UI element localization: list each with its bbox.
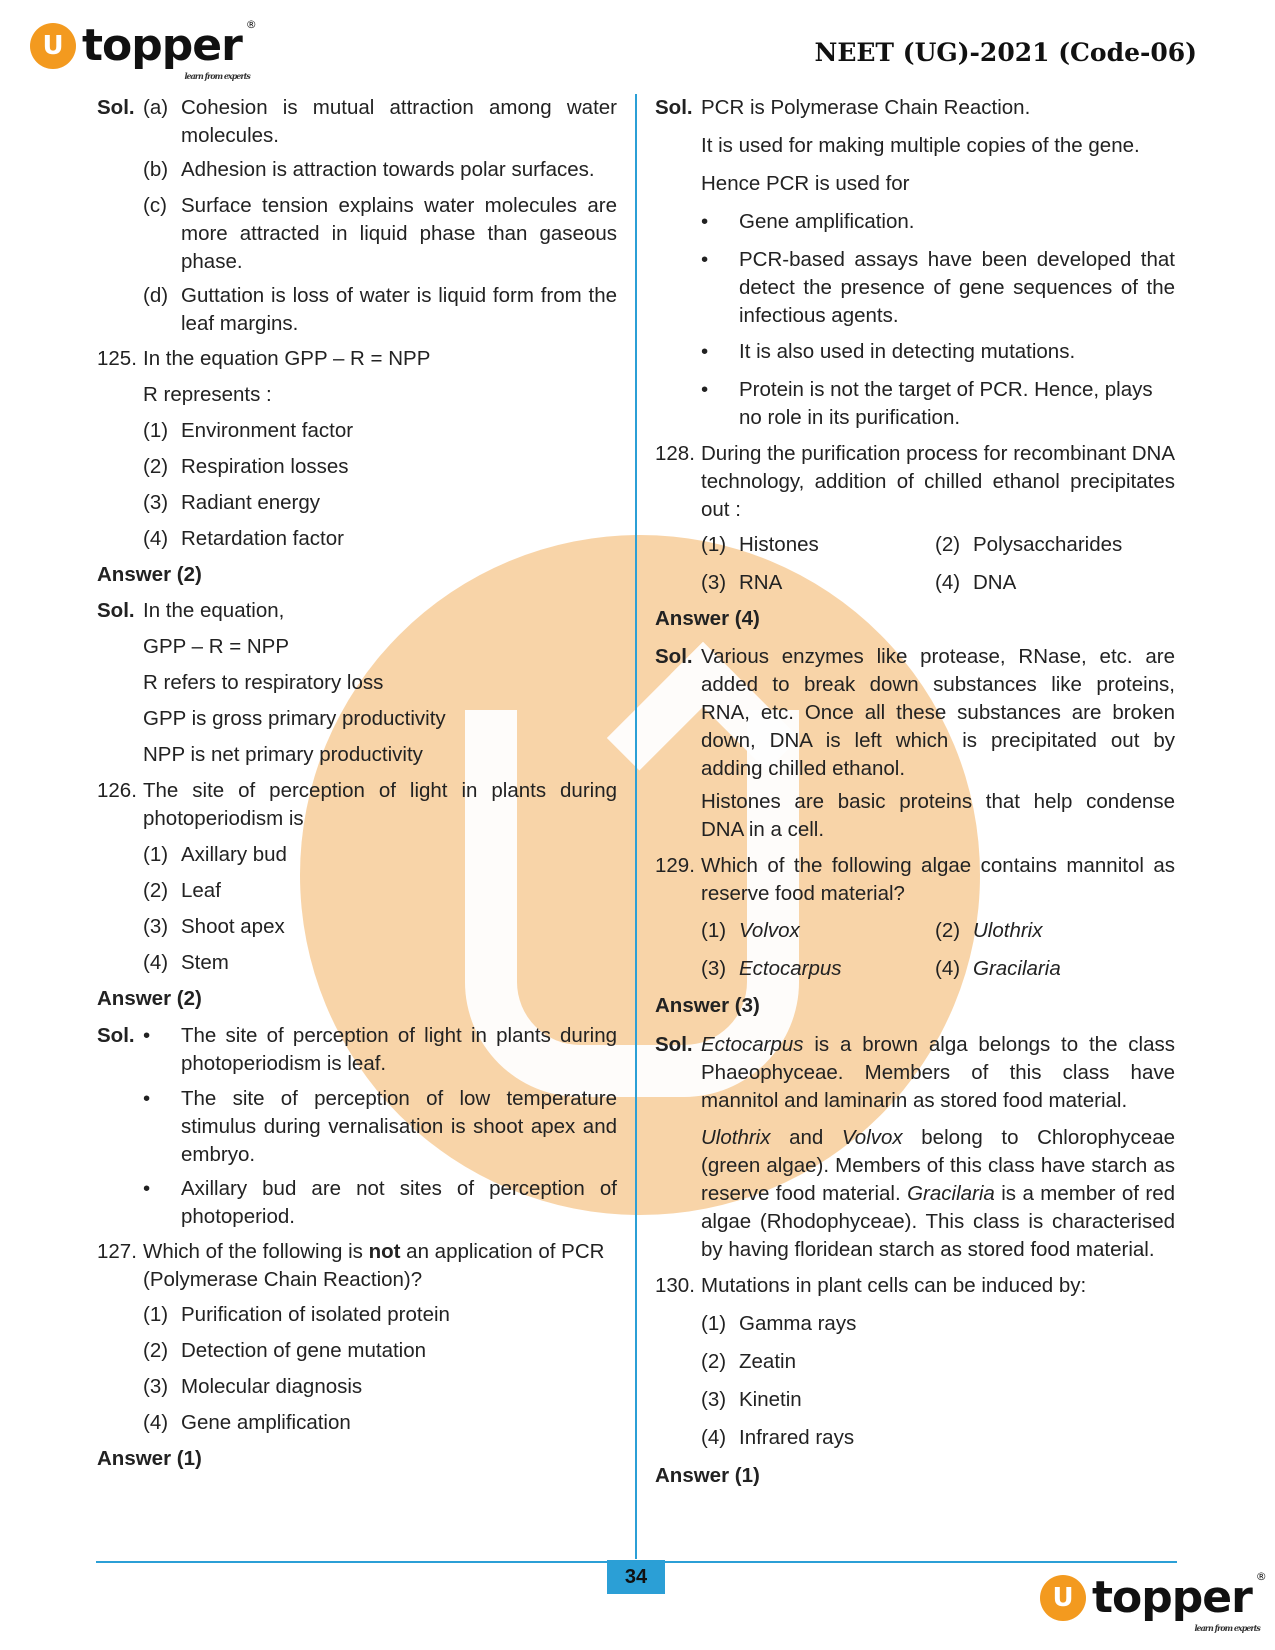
option-text: Volvox	[739, 919, 800, 942]
sol-124-a	[97, 94, 617, 150]
question-number: 127.	[97, 1240, 137, 1263]
solution-128	[655, 643, 1175, 783]
topper-logo-footer	[1040, 1570, 1266, 1633]
sol-text: In the equation,	[143, 599, 285, 622]
sol-text: Various enzymes like protease, RNase, etc. are added to break down substances like proteins, RNA, etc. Once all these substances are broken down, DNA is left which is precipitated out by adding chilled ethanol.	[701, 645, 1175, 780]
question-text: an application of PCR (Polymerase Chain Reaction)?	[143, 1240, 605, 1291]
option-num: (2)	[935, 919, 961, 942]
option	[97, 913, 617, 941]
species-name: Ectocarpus	[701, 1033, 804, 1056]
option	[655, 1424, 1175, 1452]
question-emphasis: not	[368, 1240, 401, 1263]
sol-text: and	[770, 1126, 842, 1149]
sol-bullet-text: Axillary bud are not sites of perception of photoperiod.	[181, 1177, 617, 1228]
sol-124-d	[97, 282, 617, 338]
solution-126-bullet	[97, 1085, 617, 1169]
sol-line: GPP – R = NPP	[143, 635, 290, 658]
question-text: The site of perception of light in plants during photoperiodism is	[143, 779, 617, 830]
option-text: Purification of isolated protein	[181, 1303, 450, 1326]
sol-item-num: (c)	[143, 194, 167, 217]
sol-item-num: (a)	[143, 96, 169, 119]
option-num: (4)	[935, 957, 961, 980]
option-num: (2)	[143, 1339, 169, 1362]
option-num: (2)	[935, 533, 961, 556]
question-number: 128.	[655, 442, 695, 465]
option-text: Zeatin	[739, 1350, 796, 1373]
sol-bullet-text: The site of perception of light in plants during photoperiodism is leaf.	[181, 1024, 617, 1075]
sol-text: is a member of red algae (Rhodophyceae). This class is characterised by having floridean starch as stored food material.	[701, 1182, 1176, 1261]
sol-text: belong to Chlorophyceae (green algae). Members of this class have starch as reserve food material.	[701, 1126, 1175, 1205]
sol-item-text: Adhesion is attraction towards polar surfaces.	[181, 158, 595, 181]
sol-item-text: Surface tension explains water molecules are more attracted in liquid phase than gaseous phase.	[181, 194, 617, 273]
sol-label: Sol.	[97, 96, 135, 119]
option-num: (4)	[143, 1411, 169, 1434]
option-text: Ectocarpus	[739, 957, 842, 980]
option-text: Gracilaria	[973, 957, 1061, 980]
option	[97, 417, 617, 445]
option-num: (2)	[701, 1350, 727, 1373]
logo-name: topper	[1092, 1572, 1252, 1623]
option-num: (3)	[701, 957, 727, 980]
option-text: Kinetin	[739, 1388, 802, 1411]
option-num: (3)	[143, 1375, 169, 1398]
option-num: (4)	[935, 571, 961, 594]
option-num: (2)	[143, 879, 169, 902]
question-text: Which of the following is	[143, 1240, 369, 1263]
question-128	[655, 440, 1175, 524]
option	[655, 1348, 1175, 1376]
option-text: Retardation factor	[181, 527, 344, 550]
registered-mark: ®	[1255, 1570, 1266, 1583]
sol-label: Sol.	[97, 599, 135, 622]
option-text: Polysaccharides	[973, 533, 1123, 556]
sol-bullet	[655, 338, 1175, 366]
bullet-icon: •	[143, 1087, 151, 1110]
question-number: 125.	[97, 347, 137, 370]
bullet-icon: •	[701, 340, 709, 363]
option	[97, 949, 617, 977]
option-text: Shoot apex	[181, 915, 285, 938]
sol-124-b	[97, 156, 617, 184]
sol-text: Histones are basic proteins that help condense DNA in a cell.	[701, 790, 1175, 841]
species-name: Gracilaria	[907, 1182, 995, 1205]
registered-mark: ®	[245, 18, 256, 31]
question-text: In the equation GPP – R = NPP	[143, 347, 431, 370]
page-number: 34	[607, 1560, 665, 1594]
solution-127	[655, 94, 1175, 122]
question-text: Which of the following algae contains mannitol as reserve food material?	[701, 854, 1175, 905]
option	[655, 1310, 1175, 1338]
sol-line: GPP is gross primary productivity	[143, 707, 446, 730]
option-text: Respiration losses	[181, 455, 349, 478]
question-129	[655, 852, 1175, 908]
logo-wordmark	[82, 18, 256, 81]
option-num: (3)	[701, 571, 727, 594]
sol-label: Sol.	[655, 1033, 693, 1056]
option-text: Radiant energy	[181, 491, 321, 514]
sol-paragraph	[655, 1124, 1175, 1264]
option-text: Ulothrix	[973, 919, 1043, 942]
answer-label: Answer (2)	[97, 987, 202, 1010]
sol-line: R refers to respiratory loss	[143, 671, 384, 694]
option-text: Infrared rays	[739, 1426, 855, 1449]
question-text: During the purification process for recombinant DNA technology, addition of chilled ethanol precipitates out :	[701, 442, 1175, 521]
topper-logo	[30, 18, 256, 81]
option-num: (4)	[143, 527, 169, 550]
sol-line: NPP is net primary productivity	[143, 743, 423, 766]
species-name: Volvox	[841, 1126, 903, 1149]
options-row	[655, 569, 1175, 597]
option-text: Leaf	[181, 879, 221, 902]
sol-bullet	[655, 376, 1175, 432]
bullet-icon: •	[143, 1177, 151, 1200]
option-text: Stem	[181, 951, 229, 974]
options-row	[655, 955, 1175, 983]
logo-wordmark	[1092, 1570, 1266, 1633]
question-subtext: R represents :	[143, 383, 272, 406]
option-num: (3)	[701, 1388, 727, 1411]
option-text: Gamma rays	[739, 1312, 857, 1335]
solution-125	[97, 597, 617, 625]
question-126	[97, 777, 617, 833]
sol-bullet-text: It is also used in detecting mutations.	[739, 340, 1076, 363]
options-row	[655, 917, 1175, 945]
option-text: Gene amplification	[181, 1411, 351, 1434]
solution-129	[655, 1031, 1175, 1115]
option	[97, 453, 617, 481]
option	[97, 877, 617, 905]
option-text: RNA	[739, 571, 783, 594]
question-number: 130.	[655, 1274, 695, 1297]
sol-bullet	[655, 246, 1175, 330]
sol-bullet-text: The site of perception of low temperature stimulus during vernalisation is shoot apex and embryo.	[181, 1087, 617, 1166]
answer-label: Answer (2)	[97, 563, 202, 586]
option-num: (2)	[143, 455, 169, 478]
option-num: (1)	[701, 533, 727, 556]
option-num: (1)	[143, 419, 169, 442]
solution-126-bullet	[97, 1175, 617, 1231]
logo-u-icon: U	[30, 23, 76, 69]
sol-bullet-text: PCR-based assays have been developed that detect the presence of gene sequences of the infectious agents.	[739, 248, 1175, 327]
sol-item-num: (d)	[143, 284, 169, 307]
logo-tagline: learn from experts	[184, 71, 250, 81]
option-num: (3)	[143, 915, 169, 938]
question-130	[655, 1272, 1175, 1300]
sol-text: PCR is Polymerase Chain Reaction.	[701, 96, 1031, 119]
question-127	[97, 1238, 617, 1294]
option-text: Detection of gene mutation	[181, 1339, 427, 1362]
bullet-icon: •	[701, 378, 709, 401]
answer-label: Answer (1)	[655, 1464, 760, 1487]
option-text: Histones	[739, 533, 819, 556]
logo-u-icon: U	[1040, 1575, 1086, 1621]
options-row	[655, 531, 1175, 559]
sol-text: is a brown alga belongs to the class Phaeophyceae. Members of this class have mannitol and laminarin as stored food material.	[701, 1033, 1175, 1112]
option	[97, 525, 617, 553]
answer-label: Answer (1)	[97, 1447, 202, 1470]
option	[97, 1373, 617, 1401]
bullet-icon: •	[143, 1024, 151, 1047]
option	[97, 1337, 617, 1365]
exam-title: NEET (UG)-2021 (Code-06)	[814, 38, 1197, 67]
option	[97, 489, 617, 517]
option-text: Axillary bud	[181, 843, 287, 866]
species-name: Ulothrix	[701, 1126, 771, 1149]
sol-item-text: Guttation is loss of water is liquid form from the leaf margins.	[181, 284, 617, 335]
question-text: Mutations in plant cells can be induced by:	[701, 1274, 1087, 1297]
sol-bullet-text: Gene amplification.	[739, 210, 915, 233]
option	[655, 1386, 1175, 1414]
sol-label: Sol.	[97, 1024, 135, 1047]
option-num: (1)	[701, 1312, 727, 1335]
bullet-icon: •	[701, 210, 709, 233]
option-num: (4)	[143, 951, 169, 974]
option	[97, 841, 617, 869]
sol-bullet	[655, 208, 1175, 236]
logo-tagline: learn from experts	[1194, 1623, 1260, 1633]
solution-126-bullet	[97, 1022, 617, 1078]
sol-text: It is used for making multiple copies of the gene.	[701, 134, 1140, 157]
option-num: (1)	[143, 1303, 169, 1326]
option-text: Environment factor	[181, 419, 354, 442]
sol-label: Sol.	[655, 645, 693, 668]
sol-item-num: (b)	[143, 158, 169, 181]
option	[97, 1301, 617, 1329]
option-num: (3)	[143, 491, 169, 514]
option-num: (1)	[701, 919, 727, 942]
option-text: DNA	[973, 571, 1017, 594]
answer-label: Answer (4)	[655, 607, 760, 630]
sol-bullet-text: Protein is not the target of PCR. Hence, plays no role in its purification.	[739, 378, 1153, 429]
answer-label: Answer (3)	[655, 994, 760, 1017]
question-number: 126.	[97, 779, 137, 802]
sol-124-c	[97, 192, 617, 276]
option	[97, 1409, 617, 1437]
sol-item-text: Cohesion is mutual attraction among water molecules.	[181, 96, 617, 147]
bullet-icon: •	[701, 248, 709, 271]
sol-text: Hence PCR is used for	[701, 172, 910, 195]
logo-name: topper	[82, 20, 242, 71]
question-number: 129.	[655, 854, 695, 877]
option-text: Molecular diagnosis	[181, 1375, 363, 1398]
option-num: (1)	[143, 843, 169, 866]
option-num: (4)	[701, 1426, 727, 1449]
question-125	[97, 345, 617, 373]
column-divider	[635, 94, 637, 1559]
sol-label: Sol.	[655, 96, 693, 119]
